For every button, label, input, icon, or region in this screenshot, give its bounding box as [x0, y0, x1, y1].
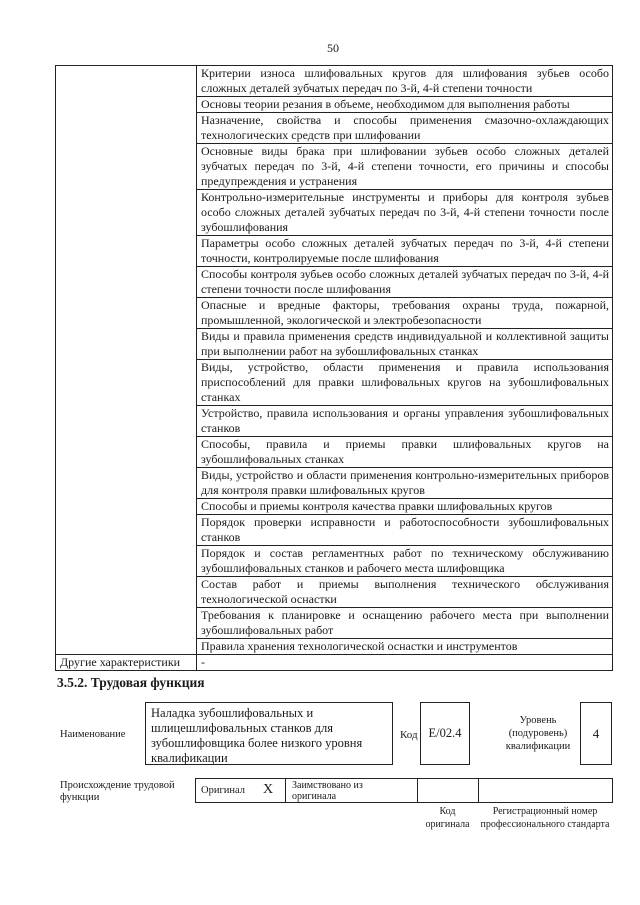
origin-row [195, 778, 613, 803]
name-label: Наименование [60, 729, 126, 740]
knowledge-item: Виды, устройство, области применения и правила использования приспособлений для правки шлифовальных кругов на зубошлифовальных станках [197, 360, 613, 406]
other-characteristics-row [56, 655, 613, 671]
knowledge-label-cell [56, 66, 197, 655]
knowledge-item: Требования к планировке и оснащению рабочего места при выполнении зубошлифовальных работ [197, 608, 613, 639]
code-label: Код [400, 729, 418, 741]
original-code-cell [417, 778, 479, 803]
borrowed-label: Заимствовано из оригинала [292, 780, 363, 802]
original-label: Оригинал [201, 785, 245, 796]
level-label: Уровень (подуровень) квалификации [505, 715, 571, 752]
knowledge-item: Способы, правила и приемы правки шлифовальных кругов на зубошлифовальных станках [197, 437, 613, 468]
knowledge-item: Назначение, свойства и способы применения смазочно-охлаждающих технологических средств при шлифовании [197, 113, 613, 144]
knowledge-item: Параметры особо сложных деталей зубчатых передач по 3-й, 4-й степени точности, контролируемые после шлифования [197, 236, 613, 267]
knowledge-item: Виды и правила применения средств индивидуальной и коллективной защиты при выполнении работ на зубошлифовальных станках [197, 329, 613, 360]
knowledge-item: Порядок проверки исправности и работоспособности зубошлифовальных станков [197, 515, 613, 546]
level-value-box [580, 702, 612, 765]
code-value: E/02.4 [428, 726, 462, 740]
knowledge-item: Состав работ и приемы выполнения технического обслуживания технологической оснастки [197, 577, 613, 608]
knowledge-item: Контрольно-измерительные инструменты и приборы для контроля зубьев особо сложных деталей зубчатых передач по 3-й, 4-й степени точности после зубошлифования [197, 190, 613, 236]
knowledge-item: Правила хранения технологической оснастки и инструментов [197, 639, 613, 655]
reg-number-cell [478, 778, 613, 803]
reg-number-caption: Регистрационный номер профессионального стандарта [480, 806, 610, 830]
borrowed-cell [285, 778, 418, 803]
original-mark: X [263, 782, 274, 797]
knowledge-table [55, 65, 613, 671]
name-value-box: Наладка зубошлифовальных и шлицешлифовальных станков для зубошлифовщика более низкого уровня квалификации [145, 702, 393, 765]
knowledge-item: Основы теории резания в объеме, необходимом для выполнения работы [197, 97, 613, 113]
page-number: 50 [327, 41, 339, 55]
knowledge-item: Способы контроля зубьев особо сложных деталей зубчатых передач по 3-й, 4-й степени точности после шлифования [197, 267, 613, 298]
other-characteristics-label: Другие характеристики [56, 655, 197, 671]
knowledge-item: Виды, устройство и области применения контрольно-измерительных приборов для контроля правки шлифовальных кругов [197, 468, 613, 499]
knowledge-row [56, 66, 613, 97]
knowledge-item: Основные виды брака при шлифовании зубьев особо сложных деталей зубчатых передач по 3-й, 4-й степени точности, его причины и способы предупреждения и устранения [197, 144, 613, 190]
original-code-caption: Код оригинала [425, 806, 470, 830]
knowledge-item: Критерии износа шлифовальных кругов для шлифования зубьев особо сложных деталей зубчатых передач по 3-й, 4-й степени точности [197, 66, 613, 97]
level-value: 4 [592, 725, 600, 741]
knowledge-item: Способы и приемы контроля качества правки шлифовальных кругов [197, 499, 613, 515]
knowledge-item: Опасные и вредные факторы, требования охраны труда, пожарной, промышленной, экологической и электробезопасности [197, 298, 613, 329]
knowledge-item: Устройство, правила использования и органы управления зубошлифовальных станков [197, 406, 613, 437]
knowledge-item: Порядок и состав регламентных работ по техническому обслуживанию зубошлифовальных станков и рабочего места шлифовщика [197, 546, 613, 577]
other-characteristics-value: - [197, 655, 613, 671]
section-heading: 3.5.2. Трудовая функция [57, 675, 205, 690]
code-value-box [420, 702, 470, 765]
original-cell [195, 778, 286, 803]
origin-label: Происхождение трудовой функции [60, 780, 175, 803]
